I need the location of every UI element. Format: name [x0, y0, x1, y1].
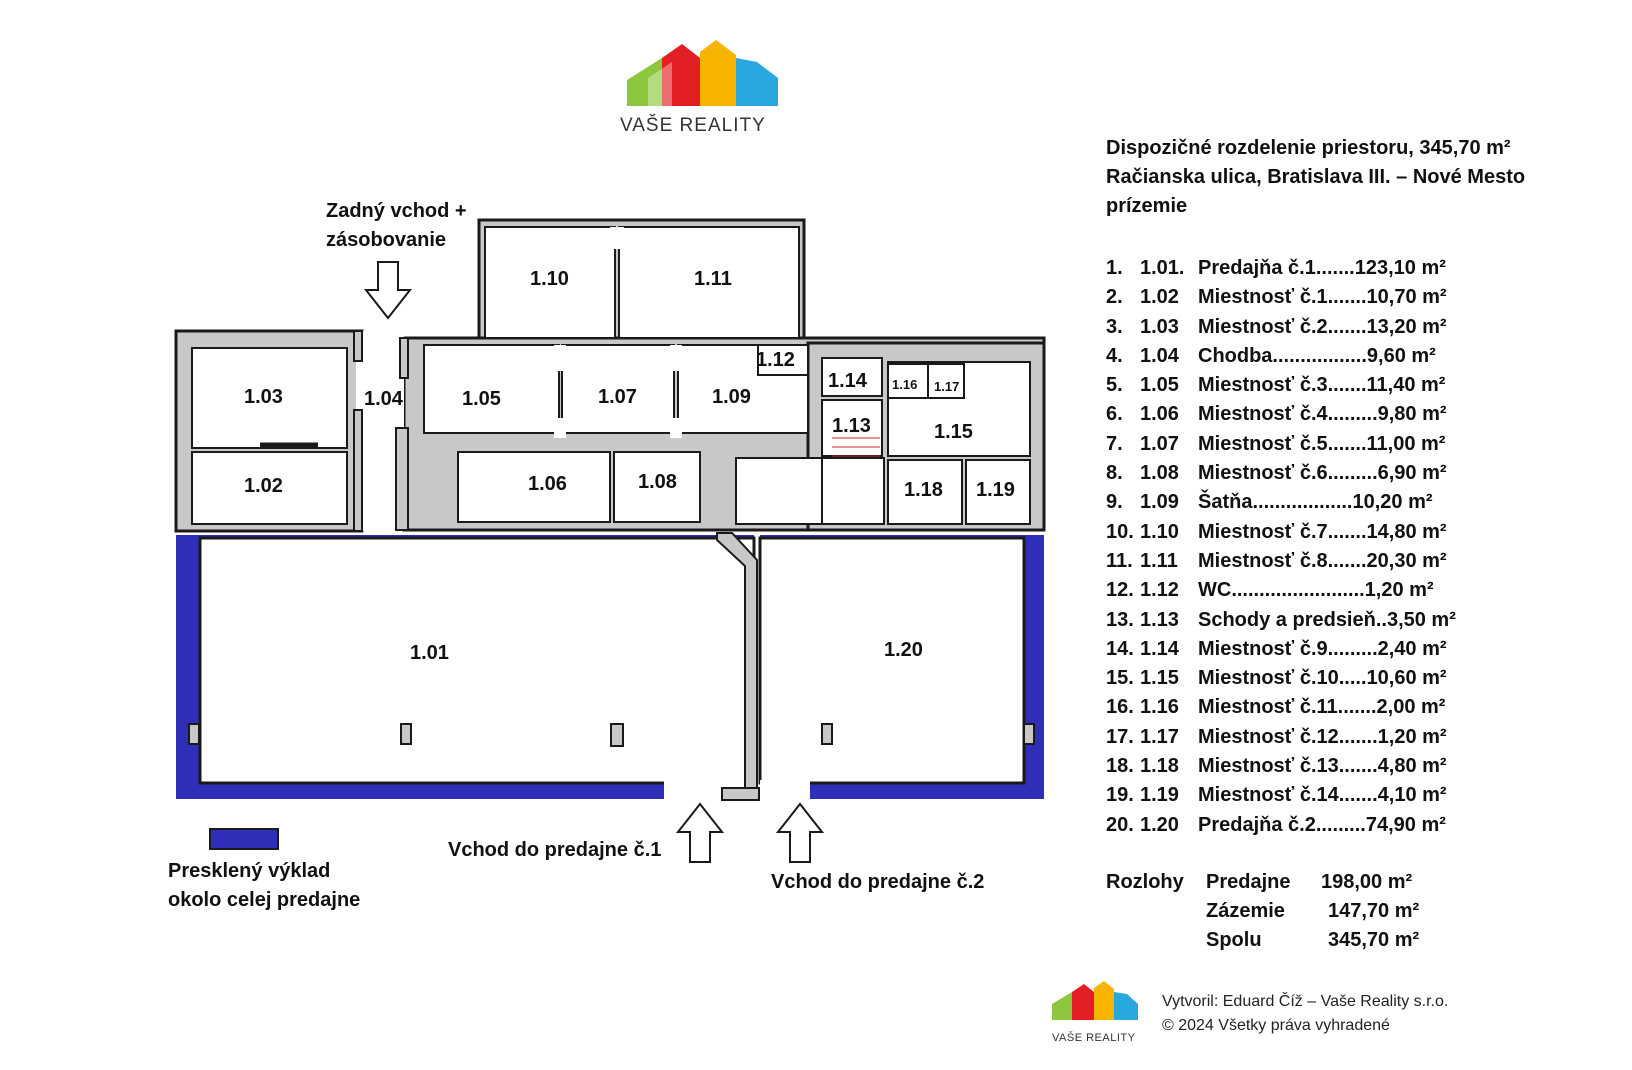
room-list-item: [1106, 664, 1456, 693]
label-1-04: 1.04: [364, 388, 403, 410]
room-number: 4.: [1106, 344, 1123, 367]
room-description: Schody a predsieň..3,50 m²: [1198, 608, 1456, 631]
room-list-item: [1106, 811, 1456, 840]
room-description: Miestnosť č.9.........2,40 m²: [1198, 637, 1447, 660]
label-1-05: 1.05: [462, 388, 501, 410]
brand-logo-bottom: [1052, 981, 1138, 1020]
room-list-item: [1106, 371, 1456, 400]
room-code: 1.05: [1140, 374, 1179, 397]
room-description: Miestnosť č.12.......1,20 m²: [1198, 725, 1447, 748]
label-1-18: 1.18: [904, 479, 943, 501]
room-list-item: [1106, 576, 1456, 605]
room-description: Miestnosť č.1.......10,70 m²: [1198, 286, 1447, 309]
label-1-02: 1.02: [244, 475, 283, 497]
summary-label: Predajne: [1206, 871, 1291, 893]
label-1-13: 1.13: [832, 415, 871, 437]
label-1-09: 1.09: [712, 386, 751, 408]
room-number: 17.: [1106, 725, 1134, 748]
room-number: 6.: [1106, 403, 1123, 426]
room-code: 1.15: [1140, 667, 1179, 690]
label-1-06: 1.06: [528, 473, 567, 495]
label-1-07: 1.07: [598, 386, 637, 408]
room-number: 3.: [1106, 315, 1123, 338]
room-code: 1.18: [1140, 755, 1179, 778]
room-list-item: [1106, 781, 1456, 810]
label-1-12: 1.12: [756, 349, 795, 371]
room-description: Miestnosť č.11.......2,00 m²: [1198, 696, 1446, 719]
summary-value: 198,00 m²: [1321, 871, 1413, 893]
room-description: Miestnosť č.3.......11,40 m²: [1198, 374, 1446, 397]
room-number: 15.: [1106, 667, 1134, 690]
room-description: WC........................1,20 m²: [1198, 579, 1434, 602]
room-code: 1.01.: [1140, 257, 1185, 279]
label-1-10: 1.10: [530, 268, 569, 290]
label-1-15: 1.15: [934, 421, 973, 443]
room-number: 14.: [1106, 637, 1134, 660]
credits-copyright: © 2024 Všetky práva vyhradené: [1162, 1017, 1390, 1034]
room-number: 8.: [1106, 462, 1123, 485]
room-list-item: [1106, 459, 1456, 488]
room-description: Miestnosť č.5.......11,00 m²: [1198, 432, 1446, 455]
room-list-item: [1106, 723, 1456, 752]
room-description: Miestnosť č.6.........6,90 m²: [1198, 462, 1447, 485]
room-code: 1.02: [1140, 286, 1179, 309]
room-number: 19.: [1106, 784, 1134, 807]
room-number: 10.: [1106, 520, 1134, 543]
credits: [1162, 990, 1448, 1038]
room-description: Šatňa..................10,20 m²: [1198, 491, 1433, 514]
summary-value: 147,70 m²: [1328, 900, 1420, 922]
room-description: Miestnosť č.14.......4,10 m²: [1198, 784, 1447, 807]
room-code: 1.20: [1140, 813, 1179, 836]
room-number: 7.: [1106, 432, 1123, 455]
room-code: 1.03: [1140, 315, 1179, 338]
credits-author: Vytvoril: Eduard Číž – Vaše Reality s.r.o.: [1162, 993, 1449, 1010]
room-list-item: [1106, 488, 1456, 517]
room-number: 13.: [1106, 608, 1134, 631]
shops: [176, 533, 1044, 802]
room-description: Miestnosť č.13.......4,80 m²: [1198, 755, 1447, 778]
room-code: 1.04: [1140, 344, 1179, 367]
label-1-08: 1.08: [638, 471, 677, 493]
room-number: 1.: [1106, 257, 1123, 279]
room-list-item: [1106, 400, 1456, 429]
room-number: 5.: [1106, 374, 1123, 397]
rear-entry-label-2: zásobovanie: [326, 229, 447, 251]
summary-heading: Rozlohy: [1106, 871, 1184, 893]
label-1-01: 1.01: [410, 642, 449, 664]
room-number: 9.: [1106, 491, 1123, 514]
summary-label: Zázemie: [1206, 900, 1285, 922]
room-list-item: [1106, 606, 1456, 635]
room-code: 1.16: [1140, 696, 1179, 719]
room-number: 18.: [1106, 755, 1134, 778]
room-list-item: [1106, 752, 1456, 781]
room-code: 1.11: [1140, 549, 1178, 572]
room-number: 11.: [1106, 549, 1133, 572]
label-1-03: 1.03: [244, 386, 283, 408]
label-1-14: 1.14: [828, 370, 867, 392]
info-title-line-2: Račianska ulica, Bratislava III. – Nové Mesto: [1106, 166, 1526, 188]
room-description: Miestnosť č.4.........9,80 m²: [1198, 403, 1447, 426]
room-description: Predajňa č.1.......123,10 m²: [1198, 257, 1446, 279]
room-code: 1.10: [1140, 520, 1179, 543]
room-number: 20.: [1106, 813, 1134, 836]
room-description: Chodba.................9,60 m²: [1198, 344, 1436, 367]
room-code: 1.14: [1140, 637, 1179, 660]
rear-entry-label-1: Zadný vchod +: [326, 200, 467, 222]
room-code: 1.09: [1140, 491, 1179, 514]
room-description: Predajňa č.2.........74,90 m²: [1198, 813, 1446, 836]
legend-label-2: okolo celej predajne: [168, 889, 361, 911]
brand-name-top: VAŠE REALITY: [620, 115, 766, 136]
room-number: 2.: [1106, 286, 1123, 309]
legend-label-1: Presklený výklad: [168, 860, 331, 882]
label-1-11: 1.11: [694, 268, 732, 290]
info-title: [1106, 134, 1525, 221]
room-description: Miestnosť č.10.....10,60 m²: [1198, 667, 1447, 690]
room-code: 1.08: [1140, 462, 1179, 485]
label-1-19: 1.19: [976, 479, 1015, 501]
room-list-item: [1106, 693, 1456, 722]
entry-2-label: Vchod do predajne č.2: [771, 871, 985, 893]
room-list-item: [1106, 518, 1456, 547]
room-list-item: [1106, 430, 1456, 459]
room-number: 16.: [1106, 696, 1134, 719]
room-list-item: [1106, 547, 1456, 576]
room-code: 1.07: [1140, 432, 1179, 455]
room-list-item: [1106, 342, 1456, 371]
room-code: 1.06: [1140, 403, 1179, 426]
room-code: 1.17: [1140, 725, 1179, 748]
room-code: 1.19: [1140, 784, 1179, 807]
summary-label: Spolu: [1206, 929, 1262, 951]
room-list-item: [1106, 283, 1456, 312]
room-code: 1.12: [1140, 579, 1179, 602]
room-list-item: [1106, 254, 1456, 283]
info-title-line-1: Dispozičné rozdelenie priestoru, 345,70 m²: [1106, 137, 1511, 159]
room-list: [1106, 254, 1456, 840]
room-number: 12.: [1106, 579, 1134, 602]
label-1-17: 1.17: [934, 379, 960, 394]
legend-swatch: [210, 829, 278, 849]
entry-1-label: Vchod do predajne č.1: [448, 839, 662, 861]
room-description: Miestnosť č.7.......14,80 m²: [1198, 520, 1447, 543]
label-1-16: 1.16: [892, 377, 918, 392]
brand-name-bottom: VAŠE REALITY: [1052, 1032, 1136, 1044]
room-list-item: [1106, 313, 1456, 342]
room-description: Miestnosť č.8.......20,30 m²: [1198, 549, 1447, 572]
brand-logo-top: [627, 40, 778, 106]
room-code: 1.13: [1140, 608, 1179, 631]
info-title-line-3: prízemie: [1106, 195, 1188, 217]
summary-value: 345,70 m²: [1328, 929, 1420, 951]
label-1-20: 1.20: [884, 639, 923, 661]
room-description: Miestnosť č.2.......13,20 m²: [1198, 315, 1447, 338]
room-list-item: [1106, 635, 1456, 664]
